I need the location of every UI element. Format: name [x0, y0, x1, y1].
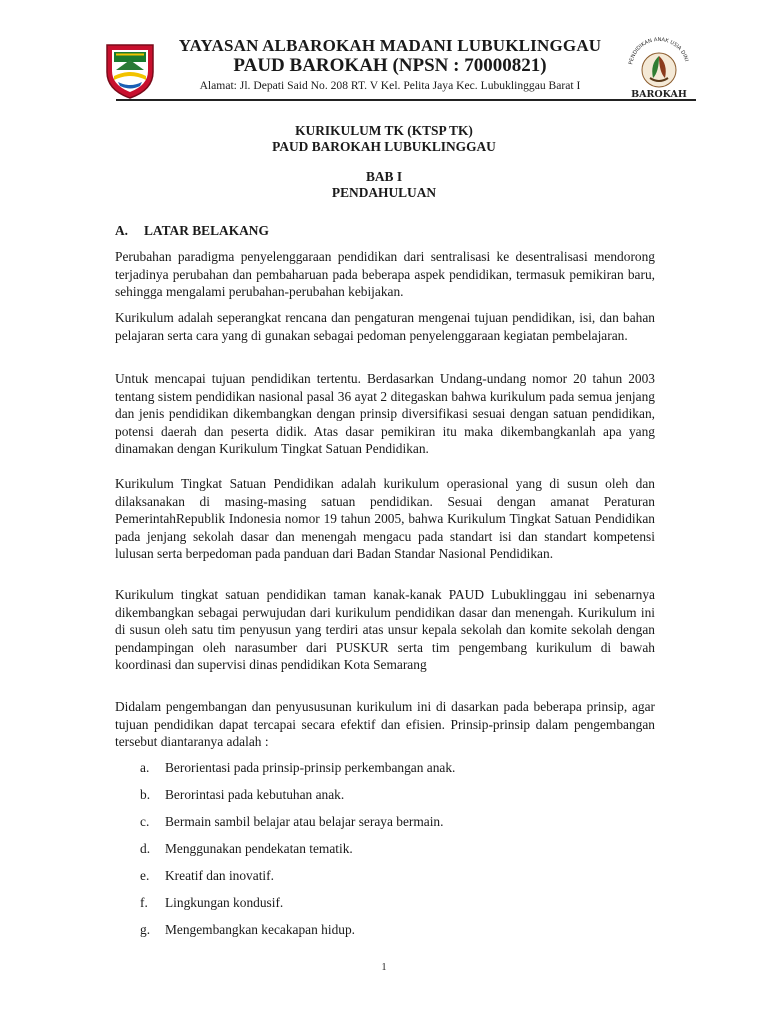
list-item: [140, 760, 455, 776]
paragraph: Kurikulum tingkat satuan pendidikan taman kanak-kanak PAUD Lubuklinggau ini sebenarnya dikembangkan sebagai perwujudan dari kurikulum pendidikan dasar dan menengah. Kurikulum ini di susun oleh satu tim penyusun yang terdiri atas unsur kepala sekolah dan komite sekolah dengan pendampingan oleh narasumber dari PUSKUR serta tim pengembang kurikulum di bawah koordinasi dan supervisi dinas pendidikan Kota Semarang: [115, 587, 655, 673]
list-text: Kreatif dan inovatif.: [165, 868, 274, 883]
list-text: Lingkungan kondusif.: [165, 895, 284, 910]
list-text: Berorientasi pada prinsip-prinsip perkembangan anak.: [165, 760, 456, 775]
paragraph: Perubahan paradigma penyelenggaraan pendidikan dari sentralisasi ke desentralisasi mendorong terjadinya perubahan dan pembaharuan pada beberapa aspek pendidikan, termasuk pemikiran baru, sehingga mengalami perubahan-perubahan kebijakan.: [115, 249, 655, 300]
paragraph: Didalam pengembangan dan penyususunan kurikulum ini di dasarkan pada beberapa prinsip, agar tujuan pendidikan dapat tercapai secara efektif dan efisien. Prinsip-prinsip dalam pengembangan tersebut diantaranya adalah :: [115, 699, 655, 750]
list-item: [140, 868, 274, 884]
paragraph: Kurikulum adalah seperangkat rencana dan pengaturan mengenai tujuan pendidikan, isi, dan bahan pelajaran serta cara yang di gunakan sebagai pedoman penyelenggaraan kegiatan pembelajaran.: [115, 310, 655, 343]
list-item: [140, 922, 355, 938]
paragraph: Kurikulum Tingkat Satuan Pendidikan adalah kurikulum operasional yang di susun oleh dan dilaksanakan di masing-masing satuan pendidikan. Sesuai dengan amanat Peraturan PemerintahRepublik Indonesia nomor 19 tahun 2005, bahwa Kurikulum Tingkat Satuan Pendidikan pada jenjang sekolah dasar dan menengah mengacu pada standart isi dan standart kompetensi lulusan serta berpedoman pada panduan dari Badan Standar Nasional Pendidikan.: [115, 476, 655, 562]
list-item: [140, 787, 344, 803]
list-marker: g.: [140, 922, 151, 937]
list-text: Menggunakan pendekatan tematik.: [165, 841, 353, 856]
list-marker: d.: [140, 841, 151, 856]
barokah-logo: [620, 34, 698, 100]
list-marker: e.: [140, 868, 150, 883]
list-item: [140, 841, 353, 857]
list-item: [140, 895, 283, 911]
list-marker: f.: [140, 895, 148, 910]
section-heading: [115, 223, 269, 239]
doc-title-line1: KURIKULUM TK (KTSP TK): [295, 123, 473, 138]
list-text: Bermain sambil belajar atau belajar seraya bermain.: [165, 814, 444, 829]
letterhead-school-name: PAUD BAROKAH (NPSN : 70000821): [233, 55, 547, 76]
page-number: 1: [381, 962, 387, 973]
chapter-title: PENDAHULUAN: [331, 185, 437, 200]
section-title: LATAR BELAKANG: [144, 223, 269, 238]
list-marker: b.: [140, 787, 151, 802]
doc-title-line2: PAUD BAROKAH LUBUKLINGGAU: [272, 139, 496, 154]
logo-arc-text: PENDIDIKAN ANAK USIA DINI: [628, 36, 690, 66]
list-item: [140, 814, 443, 830]
letterhead-organization: YAYASAN ALBAROKAH MADANI LUBUKLINGGAU: [178, 36, 602, 55]
list-marker: c.: [140, 814, 150, 829]
paragraph: Untuk mencapai tujuan pendidikan tertentu. Berdasarkan Undang-undang nomor 20 tahun 2003 tentang sistem pendidikan nasional pasal 36 ayat 2 ditegaskan bahwa kurikulum pada semua jenjang dan jenis pendidikan dikembangkan dengan prinsip diversifikasi sesuai dengan satuan pendidikan, potensi daerah dan peserta didik. Atas dasar pemikiran itu maka dikembangkanlah apa yang dinamakan dengan Kurikulum Tingkat Satuan Pendidikan.: [115, 371, 655, 457]
city-emblem-logo: [104, 42, 156, 100]
letterhead-divider: [116, 99, 696, 101]
letterhead-address: Alamat: Jl. Depati Said No. 208 RT. V Kel. Pelita Jaya Kec. Lubuklinggau Barat I: [199, 79, 581, 92]
list-text: Berorintasi pada kebutuhan anak.: [165, 787, 345, 802]
chapter-number: BAB I: [365, 169, 403, 184]
logo-brand-text: BAROKAH: [631, 89, 687, 100]
list-text: Mengembangkan kecakapan hidup.: [165, 922, 356, 937]
list-marker: a.: [140, 760, 150, 775]
section-number: A.: [115, 223, 129, 238]
